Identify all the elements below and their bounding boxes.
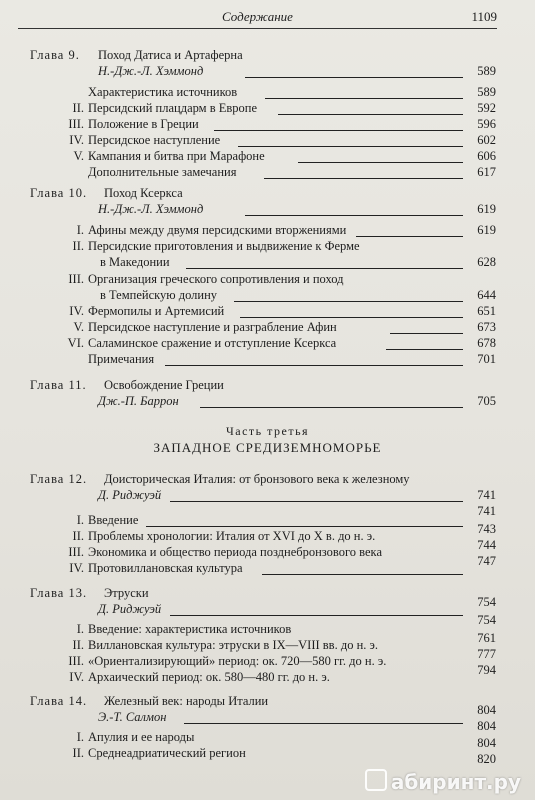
leader-dots xyxy=(298,162,463,163)
leader-dots xyxy=(238,146,463,147)
labirint-logo-icon xyxy=(365,769,387,791)
toc-item-text: Положение в Греции xyxy=(88,117,199,131)
toc-item xyxy=(88,85,237,100)
toc-item-text: Архаический период: ок. 580—480 гг. до н. э. xyxy=(88,670,330,684)
chapter-14-label: Глава 14. xyxy=(30,694,88,708)
toc-item-page: 602 xyxy=(477,133,496,147)
toc-item-text: Персидское наступление xyxy=(88,133,221,147)
toc-item-number: II. xyxy=(72,101,84,115)
toc-item-text: «Ориентализирующий» период: ок. 720—580 гг. до н. э. xyxy=(88,654,387,668)
toc-item-page: 744 xyxy=(477,538,496,552)
toc-item-text: Фермопилы и Артемисий xyxy=(88,304,225,318)
toc-item-text: Персидское наступление и разграбление Афин xyxy=(88,320,337,334)
leader-dots xyxy=(264,178,463,179)
toc-item-page: 606 xyxy=(477,149,496,163)
chapter-12-label: Глава 12. xyxy=(30,472,88,486)
toc-item-page: 644 xyxy=(477,288,496,302)
leader-dots xyxy=(245,77,463,78)
leader-dots xyxy=(245,215,463,216)
toc-item-number: IV. xyxy=(69,561,84,575)
toc-item-number: III. xyxy=(68,545,84,559)
leader-dots xyxy=(214,130,463,131)
chapter-10-label: Глава 10. xyxy=(30,186,88,200)
toc-item-number: III. xyxy=(68,272,84,286)
toc-item-page: 761 xyxy=(477,631,496,645)
leader-dots xyxy=(265,98,463,99)
toc-item-number: IV. xyxy=(69,670,84,684)
leader-dots xyxy=(356,236,463,237)
chapter-9-author: Н.-Дж.-Л. Хэммонд xyxy=(98,64,204,78)
leader-dots xyxy=(390,333,463,334)
chapter-13-label: Глава 13. xyxy=(30,586,88,600)
toc-item-page: 777 xyxy=(477,647,496,661)
toc-item-text: Характеристика источников xyxy=(88,85,238,99)
leader-dots xyxy=(278,114,463,115)
toc-item-text: Проблемы хронологии: Италия от XVI до X в. до н. э. xyxy=(88,529,376,543)
header-page-number: 1109 xyxy=(471,9,497,24)
toc-item-text: Введение xyxy=(88,513,139,527)
toc-item-text: Персидский плацдарм в Европе xyxy=(88,101,258,115)
toc-item-number: II. xyxy=(72,638,84,652)
header-title: Содержание xyxy=(222,9,293,24)
chapter-12-title: Доисторическая Италия: от бронзового века к железному xyxy=(104,472,410,486)
chapter-9-page: 589 xyxy=(477,64,496,78)
toc-item-text: Кампания и битва при Марафоне xyxy=(88,149,265,163)
toc-item-text: Введение: характеристика источников xyxy=(88,622,292,636)
chapter-14-author: Э.-Т. Салмон xyxy=(98,710,167,724)
toc-item-number: IV. xyxy=(69,133,84,147)
toc-item-page: 794 xyxy=(477,663,496,677)
chapter-13-author: Д. Риджуэй xyxy=(98,602,162,616)
toc-item-page: 592 xyxy=(477,101,496,115)
chapter-11-label: Глава 11. xyxy=(30,378,87,392)
toc-item-number: VI. xyxy=(67,336,84,350)
toc-item-text: Организация греческого сопротивления и поход xyxy=(88,272,344,286)
watermark-text: абиринт.ру xyxy=(390,770,521,794)
toc-item-page: 628 xyxy=(477,255,496,269)
toc-item-number: V. xyxy=(73,320,84,334)
chapter-11-author: Дж.-П. Баррон xyxy=(98,394,179,408)
toc-item-number: I. xyxy=(76,730,84,744)
toc-item-number: I. xyxy=(76,223,84,237)
leader-dots xyxy=(386,349,463,350)
labirint-watermark xyxy=(365,769,521,794)
chapter-13-title: Этруски xyxy=(104,586,149,600)
chapter-9-title: Поход Датиса и Артаферна xyxy=(98,48,243,62)
leader-dots xyxy=(165,365,463,366)
leader-dots xyxy=(234,301,463,302)
toc-item-text: Примечания xyxy=(88,352,155,366)
chapter-11-page: 705 xyxy=(477,394,496,408)
toc-item-page: 651 xyxy=(477,304,496,318)
chapter-13-page: 754 xyxy=(477,595,496,609)
chapter-12-author: Д. Риджуэй xyxy=(98,488,162,502)
toc-item-text: Дополнительные замечания xyxy=(88,165,237,179)
toc-item-page: 754 xyxy=(477,613,496,627)
toc-item-number: V. xyxy=(73,149,84,163)
toc-item-page: 701 xyxy=(477,352,496,366)
leader-dots xyxy=(146,526,463,527)
toc-item-text: Апулия и ее народы xyxy=(88,730,195,744)
toc-item-page: 678 xyxy=(477,336,496,350)
part-label: Часть третья xyxy=(225,424,310,438)
chapter-10-title: Поход Ксеркса xyxy=(104,186,183,200)
leader-dots xyxy=(262,574,463,575)
toc-item-text-continued: в Темпейскую долину xyxy=(100,288,218,302)
toc-item-text-continued: в Македонии xyxy=(100,255,170,269)
chapter-9-label: Глава 9. xyxy=(30,48,80,62)
toc-item-page: 804 xyxy=(477,719,496,733)
toc-item-page: 804 xyxy=(477,736,496,750)
toc-item-text: Виллановская культура: этруски в IX—VIII вв. до н. э. xyxy=(88,638,379,652)
running-header xyxy=(18,6,497,29)
toc-item-page: 617 xyxy=(477,165,496,179)
toc-item-text: Среднеадриатический регион xyxy=(88,746,246,760)
chapter-11-title: Освобождение Греции xyxy=(104,378,224,392)
toc-item-page: 741 xyxy=(477,504,496,518)
toc-item-page: 820 xyxy=(477,752,496,766)
leader-dots xyxy=(186,268,463,269)
leader-dots xyxy=(240,317,463,318)
part-title: ЗАПАДНОЕ СРЕДИЗЕМНОМОРЬЕ xyxy=(153,440,382,455)
leader-dots xyxy=(170,615,463,616)
toc-item-number: II. xyxy=(72,529,84,543)
toc-item-number: I. xyxy=(76,622,84,636)
chapter-10-page: 619 xyxy=(477,202,496,216)
toc-item-number: I. xyxy=(76,513,84,527)
toc-item-text: Саламинское сражение и отступление Ксеркса xyxy=(88,336,337,350)
toc-item-text: Персидские приготовления и выдвижение к Ферме xyxy=(88,239,360,253)
leader-dots xyxy=(170,501,463,502)
toc-item-number: II. xyxy=(72,239,84,253)
chapter-10-author: Н.-Дж.-Л. Хэммонд xyxy=(98,202,204,216)
toc-item-number: II. xyxy=(72,746,84,760)
toc-item-page: 596 xyxy=(477,117,496,131)
toc-item-text: Протовиллановская культура xyxy=(88,561,243,575)
toc-item-page: 673 xyxy=(477,320,496,334)
chapter-14-page: 804 xyxy=(477,703,496,717)
chapter-12-page: 741 xyxy=(477,488,496,502)
toc-item-number: III. xyxy=(68,117,84,131)
leader-dots xyxy=(184,723,463,724)
toc-item-number: III. xyxy=(68,654,84,668)
toc-item-number: IV. xyxy=(69,304,84,318)
toc-item-page: 589 xyxy=(477,85,496,99)
leader-dots xyxy=(200,407,463,408)
toc-item-text: Экономика и общество периода позднебронзового века xyxy=(88,545,382,559)
toc-item-page: 619 xyxy=(477,223,496,237)
chapter-14-title: Железный век: народы Италии xyxy=(104,694,269,708)
toc-item-page: 743 xyxy=(477,522,496,536)
toc-item-text: Афины между двумя персидскими вторжениями xyxy=(88,223,347,237)
toc-item-page: 747 xyxy=(477,554,496,568)
